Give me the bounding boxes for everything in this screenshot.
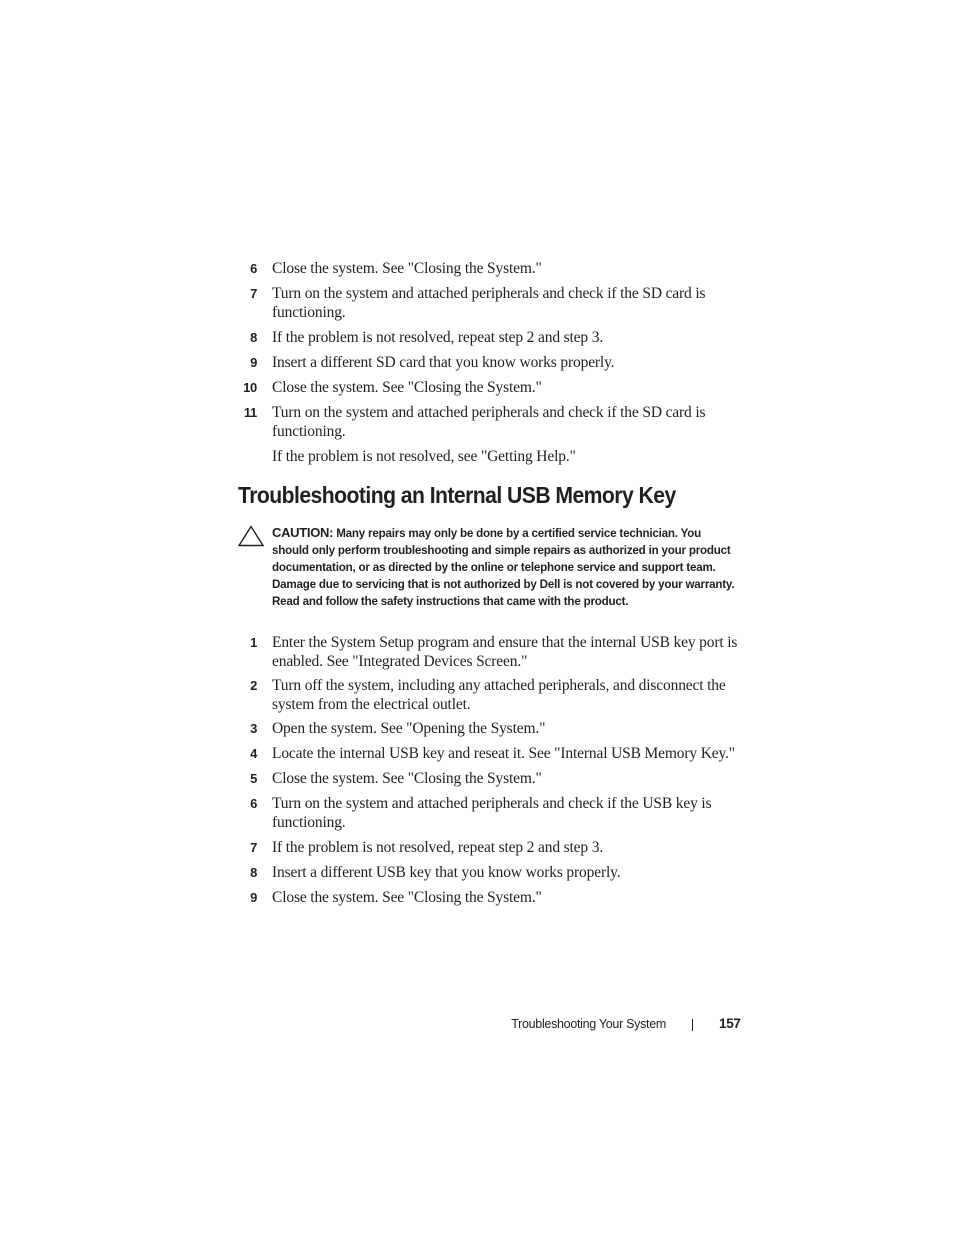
getting-help-note: If the problem is not resolved, see "Getting Help." bbox=[272, 448, 576, 465]
list-item bbox=[238, 838, 758, 857]
section-heading: Troubleshooting an Internal USB Memory Key bbox=[238, 482, 676, 508]
step-number: 7 bbox=[250, 840, 257, 855]
list-item bbox=[238, 719, 758, 738]
step-number: 10 bbox=[243, 380, 257, 395]
step-text: Turn off the system, including any attached peripherals, and disconnect the system from the electrical outlet. bbox=[272, 677, 726, 713]
step-text: Insert a different USB key that you know works properly. bbox=[272, 864, 621, 881]
caution-message: Many repairs may only be done by a certified service technician. You should only perform troubleshooting and simple repairs as authorized in your product documentation, or as directed by the online or telephone service and support team. Damage due to servicing that is not authorized by Dell is not covered by your warranty. Read and follow the safety instructions that came with the product. bbox=[272, 527, 735, 608]
step-number: 1 bbox=[250, 635, 257, 650]
sd-card-steps bbox=[238, 259, 758, 466]
list-item bbox=[238, 744, 758, 763]
list-item bbox=[238, 259, 758, 278]
step-text: Open the system. See "Opening the System." bbox=[272, 720, 546, 737]
step-number: 8 bbox=[250, 865, 257, 880]
list-item bbox=[238, 676, 758, 714]
list-item bbox=[238, 378, 758, 397]
step-number: 3 bbox=[250, 721, 257, 736]
usb-key-steps bbox=[238, 633, 758, 913]
caution-label: CAUTION: bbox=[272, 525, 334, 540]
step-number: 8 bbox=[250, 330, 257, 345]
step-text: If the problem is not resolved, repeat step 2 and step 3. bbox=[272, 839, 604, 856]
list-item bbox=[238, 403, 758, 441]
step-number: 9 bbox=[250, 890, 257, 905]
step-text: Turn on the system and attached peripherals and check if the SD card is functioning. bbox=[272, 285, 706, 321]
footer-section-title: Troubleshooting Your System bbox=[511, 1017, 666, 1031]
step-text: Close the system. See "Closing the System." bbox=[272, 379, 542, 396]
step-text: Locate the internal USB key and reseat it. See "Internal USB Memory Key." bbox=[272, 745, 735, 762]
step-text: Insert a different SD card that you know works properly. bbox=[272, 354, 615, 371]
step-text: Turn on the system and attached peripherals and check if the SD card is functioning. bbox=[272, 404, 706, 440]
step-number: 6 bbox=[250, 796, 257, 811]
step-number: 9 bbox=[250, 355, 257, 370]
page-footer bbox=[0, 1015, 954, 1035]
list-item bbox=[238, 888, 758, 907]
step-text: Turn on the system and attached peripherals and check if the USB key is functioning. bbox=[272, 795, 712, 831]
list-item bbox=[238, 794, 758, 832]
step-number: 6 bbox=[250, 261, 257, 276]
list-item bbox=[238, 284, 758, 322]
list-item bbox=[238, 328, 758, 347]
step-text: Enter the System Setup program and ensure that the internal USB key port is enabled. See "Integrated Devices Screen." bbox=[272, 634, 738, 670]
step-text: Close the system. See "Closing the System." bbox=[272, 260, 542, 277]
step-number: 7 bbox=[250, 286, 257, 301]
step-text: If the problem is not resolved, repeat step 2 and step 3. bbox=[272, 329, 604, 346]
caution-icon bbox=[238, 525, 264, 547]
list-item bbox=[238, 633, 758, 671]
list-item bbox=[238, 863, 758, 882]
list-item bbox=[238, 769, 758, 788]
caution-notice bbox=[238, 524, 738, 610]
step-text: Close the system. See "Closing the System." bbox=[272, 770, 542, 787]
list-item bbox=[238, 353, 758, 372]
step-text: Close the system. See "Closing the System." bbox=[272, 889, 542, 906]
footer-divider bbox=[692, 1019, 693, 1031]
step-number: 5 bbox=[250, 771, 257, 786]
caution-text bbox=[272, 524, 738, 610]
page-number: 157 bbox=[719, 1016, 741, 1031]
step-number: 4 bbox=[250, 746, 257, 761]
step-number: 11 bbox=[243, 405, 257, 420]
step-number: 2 bbox=[250, 678, 257, 693]
